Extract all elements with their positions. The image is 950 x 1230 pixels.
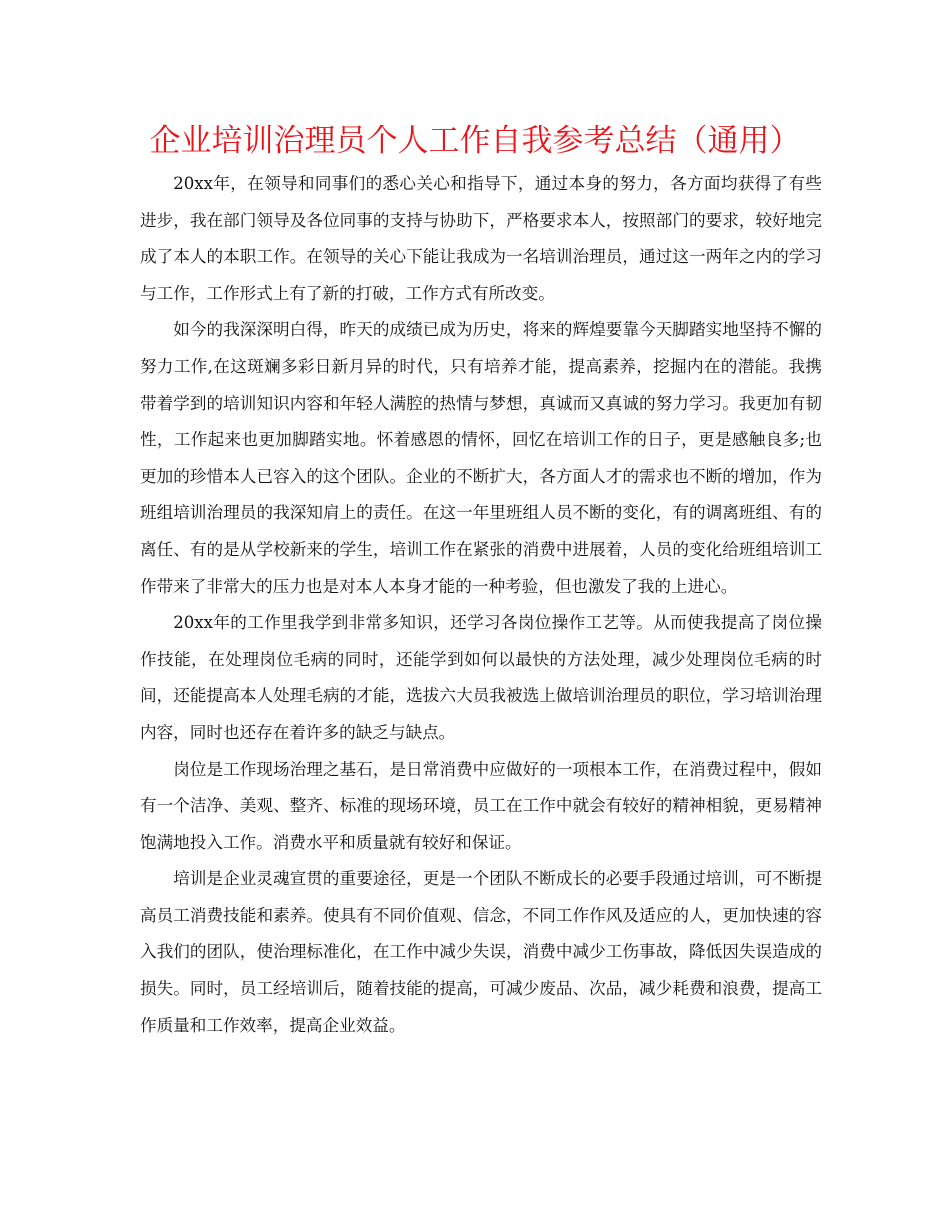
paragraph-5: 培训是企业灵魂宣贯的重要途径，更是一个团队不断成长的必要手段通过培训，可不断提高员工消费技能和素养。使具有不同价值观、信念，不同工作作风及适应的人，更加快速的容入我们的团队，使治理标准化，在工作中减少失误，消费中减少工伤事故，降低因失误造成的损失。同时，员工经培训后，随着技能的提高，可减少废品、次品，减少耗费和浪费，提高工作质量和工作效率，提高企业效益。	[140, 869, 822, 1035]
paragraph-3: 20xx年的工作里我学到非常多知识，还学习各岗位操作工艺等。从而使我提高了岗位操作技能，在处理岗位毛病的同时，还能学到如何以最快的方法处理，减少处理岗位毛病的时间，还能提高本人处理毛病的才能，选拔六大员我被选上做培训治理员的职位，学习培训治理内容，同时也还存在着许多的缺乏与缺点。	[140, 613, 822, 742]
paragraph-4: 岗位是工作现场治理之基石，是日常消费中应做好的一项根本工作，在消费过程中，假如有一个洁净、美观、整齐、标准的现场环境，员工在工作中就会有较好的精神相貌，更易精神饱满地投入工作。消费水平和质量就有较好和保证。	[140, 759, 822, 852]
paragraph-1: 20xx年，在领导和同事们的悉心关心和指导下，通过本身的努力，各方面均获得了有些进步，我在部门领导及各位同事的支持与协助下，严格要求本人，按照部门的要求，较好地完成了本人的本职工作。在领导的关心下能让我成为一名培训治理员，通过这一两年之内的学习与工作，工作形式上有了新的打破，工作方式有所改变。	[140, 174, 822, 303]
page-title: 企业培训治理员个人工作自我参考总结（通用）	[149, 123, 801, 159]
document-body	[140, 166, 822, 1044]
paragraph-2: 如今的我深深明白得，昨天的成绩已成为历史，将来的辉煌要靠今天脚踏实地坚持不懈的努力工作,在这斑斓多彩日新月异的时代，只有培养才能，提高素养，挖掘内在的潜能。我携带着学到的培训知识内容和年轻人满腔的热情与梦想，真诚而又真诚的努力学习。我更加有韧性，工作起来也更加脚踏实地。怀着感恩的情怀，回忆在培训工作的日子，更是感触良多;也更加的珍惜本人已容入的这个团队。企业的不断扩大，各方面人才的需求也不断的增加，作为班组培训治理员的我深知肩上的责任。在这一年里班组人员不断的变化，有的调离班组、有的离任、有的是从学校新来的学生，培训工作在紧张的消费中进展着，人员的变化给班组培训工作带来了非常大的压力也是对本人本身才能的一种考验，但也激发了我的上进心。	[140, 320, 822, 596]
